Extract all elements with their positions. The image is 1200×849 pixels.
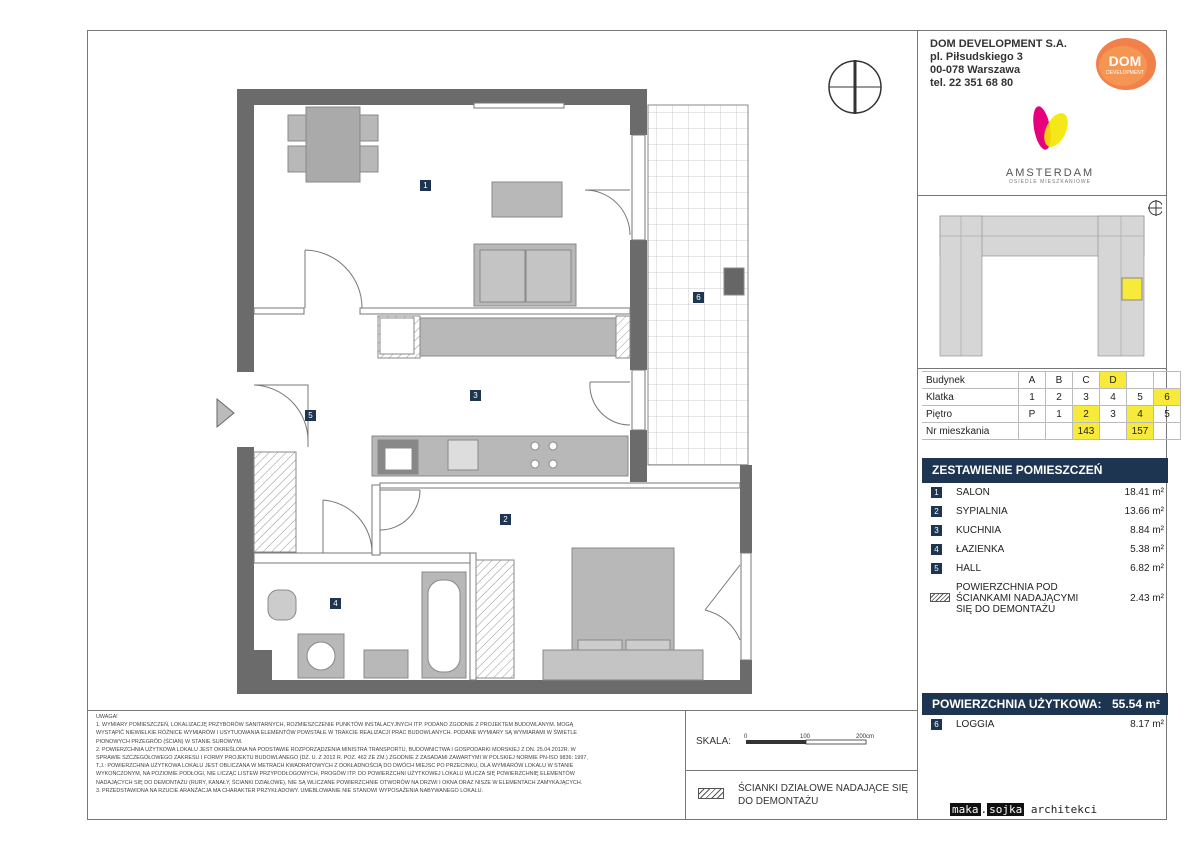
location-row-label: Klatka bbox=[922, 389, 1019, 406]
demolishable-walls-row bbox=[928, 578, 1164, 620]
walls-line2: ŚCIANKAMI NADAJĄCYMI bbox=[956, 593, 1079, 604]
room-name: ŁAZIENKA bbox=[956, 544, 1005, 555]
bathroom-fixtures bbox=[268, 560, 514, 678]
location-row bbox=[922, 372, 1181, 389]
room-row bbox=[928, 540, 1164, 559]
demolishable-walls-label bbox=[956, 582, 1078, 615]
location-row-label: Budynek bbox=[922, 372, 1019, 389]
location-cell: C bbox=[1073, 372, 1100, 389]
hatch-symbol-icon bbox=[930, 593, 950, 602]
room-area: 8.84 m² bbox=[1130, 525, 1164, 536]
room-row bbox=[928, 483, 1164, 502]
location-cell: P bbox=[1019, 406, 1046, 423]
note-line: T.J.: POWIERZCHNIA UŻYTKOWA LOKALU JEST OBLICZANA W METRACH KWADRATOWYCH Z DOKŁADNOŚCIĄ DO DWÓCH MIEJSC PO PRZECINKU, DLA WYMIARÓW LOKALU W STANIE bbox=[96, 763, 574, 770]
scale-tick-100: 100 bbox=[800, 734, 811, 740]
developer-name: DOM DEVELOPMENT S.A. bbox=[930, 38, 1067, 50]
legend-hatch-icon bbox=[698, 788, 724, 799]
developer-phone: tel. 22 351 68 80 bbox=[930, 77, 1014, 89]
project-subtitle: OSIEDLE MIESZKANIOWE bbox=[1009, 179, 1091, 185]
location-cell bbox=[1100, 423, 1127, 440]
legend-line2: DO DEMONTAŻU bbox=[738, 796, 819, 807]
note-line: WYKOŃCZONYM, NA POZIOMIE PODŁOGI, NIE LICZĄC LISTEW PRZYPODŁOGOWYCH, PROGÓW ITP. DO POWIERZCHNI UŻYTKOWEJ LOKALU WLICZA SIĘ POWIERZCHNIĘ ELEMENTÓW bbox=[96, 771, 575, 778]
walls-line3: SIĘ DO DEMONTAŻU bbox=[956, 604, 1056, 615]
room-name: SYPIALNIA bbox=[956, 506, 1008, 517]
room-number: 5 bbox=[931, 563, 942, 574]
project-branding bbox=[990, 100, 1110, 185]
room-area: 13.66 m² bbox=[1124, 506, 1164, 517]
location-cell: 3 bbox=[1100, 406, 1127, 423]
room-name: SALON bbox=[956, 487, 990, 498]
plan-label-kuchnia: 3 bbox=[470, 390, 481, 401]
room-row bbox=[928, 502, 1164, 521]
scale-tick-0: 0 bbox=[744, 734, 748, 740]
location-row-label: Piętro bbox=[922, 406, 1019, 423]
logo-divider bbox=[917, 195, 1167, 196]
location-row-label: Nr mieszkania bbox=[922, 423, 1019, 440]
location-cell bbox=[1046, 423, 1073, 440]
location-cell: 5 bbox=[1127, 389, 1154, 406]
keyplan-compass-icon bbox=[1148, 200, 1162, 216]
developer-address2: 00-078 Warszawa bbox=[930, 64, 1021, 76]
location-cell bbox=[1154, 423, 1181, 440]
location-table bbox=[922, 371, 1181, 440]
note-line: 3. PRZEDSTAWIONA NA RZUCIE ARANŻACJA MA CHARAKTER PRZYKŁADOWY. UMEBLOWANIE NIE STANOWI WYPOSAŻENIA NABYWANEGO LOKALU. bbox=[96, 787, 483, 794]
location-cell: 2 bbox=[1046, 389, 1073, 406]
note-line: WYSTĄPIĆ NIEWIELKIE RÓŻNICE WYMIARÓW I USYTUOWANIA ELEMENTÓW POWSTAŁE W TRAKCIE REALIZACJI PRAC BUDOWLANYCH. PODANE WYMIARY SĄ WYMIARAMI W ŚWIETLE bbox=[96, 730, 578, 737]
room-area: 6.82 m² bbox=[1130, 563, 1164, 574]
entrance-arrow bbox=[217, 399, 234, 427]
room-number: 3 bbox=[931, 525, 942, 536]
room-row bbox=[928, 559, 1164, 578]
note-line: SPRAWIE SZCZEGÓŁOWEGO ZAKRESU I FORMY PROJEKTU BUDOWLANEGO (DZ. U. Z 2012 R. POZ. 462 ZE ZM.) ZGODNIE Z ZASADAMI ZAWARTYMI W POLSKIEJ NORMIE PN-ISO 9836: 1997, bbox=[96, 755, 588, 762]
architect-credit: maka . sojka architekci bbox=[952, 803, 1098, 816]
hall-wardrobe bbox=[254, 452, 296, 552]
plan-label-sypialnia: 2 bbox=[500, 514, 511, 525]
scale-label: SKALA: bbox=[696, 736, 732, 747]
location-cell: 5 bbox=[1154, 406, 1181, 423]
location-cell: 6 bbox=[1154, 389, 1181, 406]
loggia-row bbox=[928, 716, 1164, 734]
plan-label-salon: 1 bbox=[420, 180, 431, 191]
rooms-list bbox=[928, 483, 1164, 620]
location-cell: 1 bbox=[1019, 389, 1046, 406]
location-cell: A bbox=[1019, 372, 1046, 389]
location-row bbox=[922, 389, 1181, 406]
location-cell: 1 bbox=[1046, 406, 1073, 423]
plan-label-hall: 5 bbox=[305, 410, 316, 421]
keyplan-highlight bbox=[1122, 278, 1142, 300]
room-area: 8.17 m² bbox=[1130, 719, 1164, 730]
project-name: AMSTERDAM bbox=[1005, 167, 1095, 179]
room-name: LOGGIA bbox=[956, 719, 995, 730]
architect-part2: sojka bbox=[989, 803, 1023, 816]
scale-bar bbox=[744, 732, 904, 746]
compass-icon bbox=[829, 60, 881, 114]
location-row bbox=[922, 406, 1181, 423]
architect-part1: maka bbox=[952, 803, 979, 816]
total-area-bar bbox=[922, 693, 1168, 715]
location-row bbox=[922, 423, 1181, 440]
developer-info bbox=[930, 38, 1067, 90]
location-cell: 157 bbox=[1127, 423, 1154, 440]
logo-subtext: DEVELOPMENT bbox=[1106, 70, 1144, 76]
location-cell bbox=[1127, 372, 1154, 389]
legend-line1: ŚCIANKI DZIAŁOWE NADAJĄCE SIĘ bbox=[738, 783, 909, 794]
rooms-summary-heading: ZESTAWIENIE POMIESZCZEŃ bbox=[922, 458, 1168, 483]
plan-label-lazienka: 4 bbox=[330, 598, 341, 609]
notes-scale-divider bbox=[685, 710, 686, 820]
room-number: 1 bbox=[931, 487, 942, 498]
note-line: UWAGA! bbox=[96, 714, 118, 720]
note-line: 2. POWIERZCHNIA UŻYTKOWA LOKALU JEST OKREŚLONA NA PODSTAWIE ROZPORZĄDZENIA MINISTRA TRANSPORTU, BUDOWNICTWA I GOSPODARKI MORSKIEJ Z DN. 25.04.2012R. W bbox=[96, 746, 576, 753]
location-cell bbox=[1154, 372, 1181, 389]
room-number: 2 bbox=[931, 506, 942, 517]
scale-tick-200: 200cm bbox=[856, 734, 875, 740]
location-cell: 4 bbox=[1127, 406, 1154, 423]
total-area-value: 55.54 m² bbox=[1111, 697, 1160, 711]
bed bbox=[543, 548, 703, 680]
total-area-label: POWIERZCHNIA UŻYTKOWA: bbox=[932, 697, 1102, 711]
architect-part3: architekci bbox=[1030, 803, 1098, 816]
location-cell: 2 bbox=[1073, 406, 1100, 423]
note-line: 1. WYMIARY POMIESZCZEŃ, LOKALIZACJĘ PRZYBORÓW SANITARNYCH, ROZMIESZCZENIE PUNKTÓW INSTALACYJNYCH ITP. PODANO ZGODNIE Z PROJEKTEM BUDOWLANYM. MOGĄ bbox=[96, 722, 574, 729]
location-cell bbox=[1019, 423, 1046, 440]
location-cell: B bbox=[1046, 372, 1073, 389]
room-name: KUCHNIA bbox=[956, 525, 1002, 536]
location-cell: 143 bbox=[1073, 423, 1100, 440]
room-area: 5.38 m² bbox=[1130, 544, 1164, 555]
keyplan-divider bbox=[917, 368, 1167, 369]
plan-label-loggia: 6 bbox=[693, 292, 704, 303]
room-name: HALL bbox=[956, 563, 982, 574]
note-line: PIONOWYCH PRZEGRÓD (ŚCIAN) W STANIE SUROWYM. bbox=[96, 738, 243, 745]
logo-text: DOM bbox=[1108, 53, 1142, 69]
flower-logo-icon bbox=[1020, 100, 1080, 160]
location-cell: 4 bbox=[1100, 389, 1127, 406]
dom-development-logo bbox=[1090, 36, 1160, 92]
room-number: 6 bbox=[931, 719, 942, 730]
room-number: 4 bbox=[931, 544, 942, 555]
developer-address1: pl. Piłsudskiego 3 bbox=[930, 51, 1023, 63]
key-plan bbox=[936, 200, 1162, 360]
location-cell: D bbox=[1100, 372, 1127, 389]
notes-block bbox=[96, 713, 681, 795]
room-row bbox=[928, 521, 1164, 540]
walls-line1: POWIERZCHNIA POD bbox=[956, 582, 1058, 593]
note-line: NADAJĄCYCH SIĘ DO DEMONTAŻU (RURY, KANAŁY, ŚCIANKI DZIAŁOWE), NIE SĄ WLICZANE POWIERZCHNIE OTWORÓW NA DRZWI I OKNA ORAZ NISZE W ELEMENTACH ZAMYKAJĄCYCH. bbox=[96, 779, 583, 786]
scale-legend-divider bbox=[685, 770, 918, 771]
demolishable-walls-area: 2.43 m² bbox=[1130, 593, 1164, 604]
location-cell: 3 bbox=[1073, 389, 1100, 406]
room-area: 18.41 m² bbox=[1124, 487, 1164, 498]
legend-text bbox=[738, 782, 908, 808]
